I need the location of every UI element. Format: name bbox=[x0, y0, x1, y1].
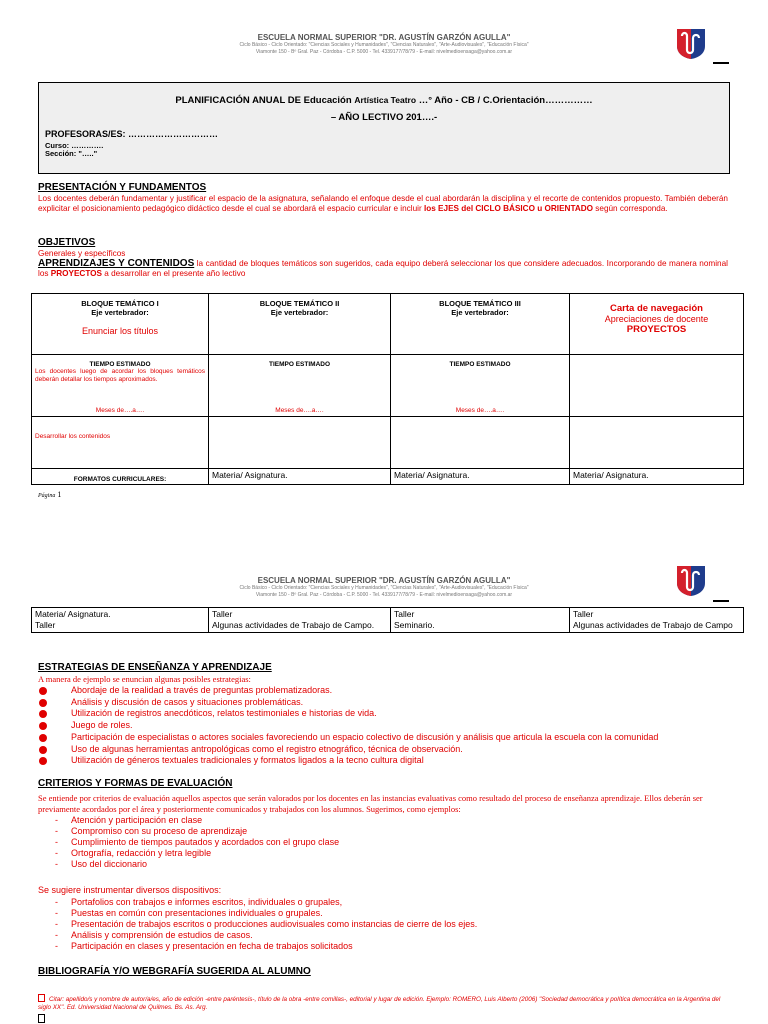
criterion-text: Ortografía, redacción y letra legible bbox=[71, 848, 212, 858]
bibliography-title: BIBLIOGRAFÍA Y/O WEBGRAFÍA SUGERIDA AL ALUMNO bbox=[38, 966, 311, 977]
list-item bbox=[38, 897, 728, 908]
criterion-text: Atención y participación en clase bbox=[71, 815, 203, 825]
devices-list bbox=[38, 897, 728, 952]
checkbox-icon bbox=[38, 994, 45, 1002]
format-col-4-a: Taller bbox=[573, 609, 594, 619]
strategy-text: Abordaje de la realidad a través de preguntas problematizadoras. bbox=[71, 685, 333, 695]
bullet-icon bbox=[39, 746, 47, 754]
list-item bbox=[38, 930, 728, 941]
format-col-3-a: Taller bbox=[394, 609, 415, 619]
curricular-formats: FORMATOS CURRICULARES: bbox=[32, 469, 209, 485]
page-footer bbox=[38, 490, 61, 499]
formats-table bbox=[31, 607, 744, 633]
format-col-1-b: Taller bbox=[35, 620, 56, 630]
bullet-icon bbox=[39, 722, 47, 730]
device-text: Puestas en común con presentaciones individuales o grupales. bbox=[71, 908, 323, 918]
time-label-2: TIEMPO ESTIMADO bbox=[268, 361, 331, 368]
school-cycles-2: Ciclo Básico - Ciclo Orientado: "Ciencias Sociales y Humanidades", "Ciencias Naturales", "Arte-Audiovisuales", "Educación Física" bbox=[239, 585, 529, 591]
presentation-text bbox=[38, 194, 728, 214]
bibliography-citation: Citar: apellido/s y nombre de autor/a/es, año de edición -entre paréntesis-, título de la obra -entre comillas-, editorial y lugar de edición. Ejemplo: ROMERO, Luis Alberto (2006) "Sociedad democrática y política democrática en la Argentina del siglo XX". Ed. Universidad Nacional de Quilmes. Bs. As. Arg. bbox=[38, 996, 721, 1011]
bullet-icon bbox=[39, 687, 47, 695]
block-3-cell bbox=[391, 294, 570, 355]
format-col-4 bbox=[570, 608, 744, 633]
school-name-2: ESCUELA NORMAL SUPERIOR "DR. AGUSTÍN GARZÓN AGULLA" bbox=[257, 576, 511, 585]
table-row bbox=[32, 608, 744, 633]
bullet-icon bbox=[39, 757, 47, 765]
bullet-icon bbox=[39, 699, 47, 707]
format-col-2-a: Taller bbox=[212, 609, 233, 619]
format-cell-4: Materia/ Asignatura. bbox=[570, 469, 744, 485]
header-rule bbox=[713, 62, 729, 64]
format-cell-2: Materia/ Asignatura. bbox=[209, 469, 391, 485]
list-item bbox=[38, 941, 728, 952]
list-item bbox=[38, 755, 738, 767]
block-1-enunciate: Enunciar los títulos bbox=[81, 326, 159, 336]
dash-icon: - bbox=[55, 930, 58, 940]
strategy-text: Análisis y discusión de casos y situaciones problemáticas. bbox=[71, 696, 304, 707]
device-text: Portafolios con trabajos e informes escritos, individuales o grupales, bbox=[71, 897, 343, 907]
school-address: Viamonte 150 - Bº Gral. Paz - Córdoba - C.P. 5000 - Tel. 4339177/78/79 - E-mail: nivelmedioensaga@yahoo.com.ar bbox=[255, 49, 513, 55]
time-label-1: TIEMPO ESTIMADO bbox=[89, 361, 151, 368]
content-cell-3 bbox=[391, 417, 570, 469]
objectives-title: OBJETIVOS bbox=[38, 237, 96, 248]
devices-intro: Se sugiere instrumentar diversos dispositivos: bbox=[38, 885, 222, 895]
page-number: 1 bbox=[57, 490, 62, 499]
format-col-3-b: Seminario. bbox=[394, 620, 435, 630]
planning-header-box bbox=[38, 82, 730, 174]
strategy-text: Participación de especialistas o actores sociales favoreciendo un espacio colectivo de discusión y análisis que articula la escuela con la comunidad bbox=[71, 731, 659, 742]
teacher-appreciations: Apreciaciones de docente bbox=[604, 314, 709, 324]
bibliography-note bbox=[38, 994, 728, 1012]
time-cell-2 bbox=[209, 355, 391, 417]
dash-icon: - bbox=[55, 826, 58, 836]
header-rule-2 bbox=[713, 600, 729, 602]
strategy-text: Utilización de géneros textuales tradicionales y formatos ligados a la tecno cultura digital bbox=[71, 755, 424, 766]
planning-year-orientation: …° Año - CB / C.Orientación…………… bbox=[418, 95, 593, 106]
device-text: Presentación de trabajos escritos o producciones audiovisuales como instancias de cierre de los ejes. bbox=[71, 919, 478, 929]
block-2-cell bbox=[209, 294, 391, 355]
learning-text bbox=[38, 259, 728, 279]
bullet-icon bbox=[39, 734, 47, 742]
months-1: Meses de….a…. bbox=[95, 407, 145, 414]
presentation-title: PRESENTACIÓN Y FUNDAMENTOS bbox=[38, 182, 207, 193]
list-item bbox=[38, 685, 738, 697]
strategies-title: ESTRATEGIAS DE ENSEÑANZA Y APRENDIZAJE bbox=[38, 662, 272, 673]
dash-icon: - bbox=[55, 859, 58, 869]
dash-icon: - bbox=[55, 919, 58, 929]
presentation-text-end: según corresponda. bbox=[593, 204, 668, 213]
device-text: Participación en clases y presentación en fecha de trabajos solicitados bbox=[71, 941, 353, 951]
school-logo bbox=[676, 28, 706, 60]
dash-icon: - bbox=[55, 848, 58, 858]
school-cycles: Ciclo Básico - Ciclo Orientado: "Ciencias Sociales y Humanidades", "Ciencias Naturales", "Arte-Audiovisuales", "Educación Física" bbox=[239, 42, 529, 48]
learning-projects: PROYECTOS bbox=[50, 269, 103, 278]
strategy-text: Utilización de registros anecdóticos, relatos testimoniales e historias de vida. bbox=[71, 708, 377, 719]
school-logo-2 bbox=[676, 565, 706, 597]
list-item bbox=[38, 837, 728, 848]
list-item bbox=[38, 826, 728, 837]
dash-icon: - bbox=[55, 908, 58, 918]
strategy-text: Juego de roles. bbox=[71, 720, 133, 731]
criterion-text: Cumplimiento de tiempos pautados y acordados con el grupo clase bbox=[71, 837, 340, 847]
block-1-title: BLOQUE TEMÁTICO I bbox=[81, 299, 159, 308]
navigation-card-title: Carta de navegación bbox=[610, 303, 703, 314]
develop-contents: Desarrollar los contenidos bbox=[32, 417, 209, 469]
table-row bbox=[32, 469, 744, 485]
format-col-1 bbox=[32, 608, 209, 633]
strategy-text: Uso de algunas herramientas antropológicas como el registro etnográfico, técnica de observación. bbox=[71, 743, 463, 754]
device-text: Análisis y comprensión de estudios de casos. bbox=[71, 930, 253, 940]
dash-icon: - bbox=[55, 897, 58, 907]
school-address-2: Viamonte 150 - Bº Gral. Paz - Córdoba - C.P. 5000 - Tel. 4339177/78/79 - E-mail: nivelmedioensaga@yahoo.com.ar bbox=[255, 592, 513, 598]
time-note: Los docentes luego de acordar los bloques temáticos deberán detallar los tiempos aproximados. bbox=[35, 368, 205, 383]
time-cell-4 bbox=[570, 355, 744, 417]
list-item bbox=[38, 697, 738, 709]
navigation-card-cell bbox=[570, 294, 744, 355]
format-col-4-b: Algunas actividades de Trabajo de Campo bbox=[573, 620, 733, 630]
objectives-sub: Generales y específicos bbox=[38, 249, 126, 258]
presentation-text-main: Los docentes deberán fundamentar y justificar el espacio de la asignatura, señalando el enfoque desde el cual abordarán la disciplina y el recorte de contenidos propuesto. También deberán explicitar el posicionamiento pedagógico didáctico desde el cual se abordará el espacio curricular e incluir bbox=[38, 194, 728, 213]
table-row bbox=[32, 355, 744, 417]
page-label: Página bbox=[38, 493, 56, 499]
dash-icon: - bbox=[55, 815, 58, 825]
checkbox-icon bbox=[38, 1014, 45, 1023]
course-field: Curso: …………. bbox=[45, 141, 104, 150]
criterion-text: Uso del diccionario bbox=[71, 859, 148, 869]
school-year: – AÑO LECTIVO 201….- bbox=[330, 112, 438, 123]
section-field: Sección: "….." bbox=[45, 149, 98, 158]
blocks-table bbox=[31, 293, 744, 485]
strategies-intro: A manera de ejemplo se enuncian algunas posibles estrategias: bbox=[38, 674, 251, 684]
presentation-axes: los EJES del CICLO BÁSICO u ORIENTADO bbox=[423, 204, 594, 213]
table-row bbox=[32, 417, 744, 469]
criteria-intro: Se entiende por criterios de evaluación aquellos aspectos que serán valorados por los docentes en las instancias evaluativas como resultado del proceso de enseñanza aprendizaje. Ellos deberán ser previamente acordados por el área y posteriormente comunicados y trabajados con los alumnos. Sugerimos, como ejemplos: bbox=[38, 793, 703, 814]
strategies-list bbox=[38, 685, 738, 767]
list-item bbox=[38, 919, 728, 930]
block-1-cell bbox=[32, 294, 209, 355]
criteria-title: CRITERIOS Y FORMAS DE EVALUACIÓN bbox=[38, 778, 233, 789]
projects-label: PROYECTOS bbox=[626, 324, 687, 335]
months-2: Meses de….a…. bbox=[275, 407, 324, 414]
list-item bbox=[38, 732, 738, 744]
format-col-2 bbox=[209, 608, 391, 633]
format-col-1-a: Materia/ Asignatura. bbox=[35, 609, 111, 619]
teachers-field: PROFESORAS/ES: ………………………… bbox=[45, 129, 219, 139]
format-col-2-b: Algunas actividades de Trabajo de Campo. bbox=[212, 620, 375, 630]
content-cell-4 bbox=[570, 417, 744, 469]
planning-title-main: PLANIFICACIÓN ANUAL DE Educación bbox=[175, 95, 352, 106]
list-item bbox=[38, 908, 728, 919]
list-item bbox=[38, 708, 738, 720]
learning-text-main: la cantidad de bloques temáticos son sugeridos, cada equipo deberá seleccionar los que considere adecuados. Incorporando de manera nominal los bbox=[38, 259, 728, 278]
criterion-text: Compromiso con su proceso de aprendizaje bbox=[71, 826, 248, 836]
learning-title: APRENDIZAJES Y CONTENIDOS bbox=[38, 258, 195, 269]
block-2-axis: Eje vertebrador: bbox=[270, 308, 329, 317]
list-item bbox=[38, 859, 728, 870]
time-cell-3 bbox=[391, 355, 570, 417]
list-item bbox=[38, 720, 738, 732]
content-cell-2 bbox=[209, 417, 391, 469]
list-item bbox=[38, 744, 738, 756]
bullet-icon bbox=[39, 710, 47, 718]
time-label-3: TIEMPO ESTIMADO bbox=[449, 361, 511, 368]
planning-title bbox=[39, 95, 729, 106]
dash-icon: - bbox=[55, 837, 58, 847]
dash-icon: - bbox=[55, 941, 58, 951]
list-item bbox=[38, 848, 728, 859]
format-cell-3: Materia/ Asignatura. bbox=[391, 469, 570, 485]
format-col-3 bbox=[391, 608, 570, 633]
planning-subject: Artística Teatro bbox=[354, 95, 417, 105]
block-1-axis: Eje vertebrador: bbox=[91, 308, 149, 317]
block-2-title: BLOQUE TEMÁTICO II bbox=[259, 299, 340, 308]
learning-text-end: a desarrollar en el presente año lectivo bbox=[102, 269, 246, 278]
table-row bbox=[32, 294, 744, 355]
block-3-axis: Eje vertebrador: bbox=[451, 308, 509, 317]
criteria-list bbox=[38, 815, 728, 870]
months-3: Meses de….a…. bbox=[455, 407, 505, 414]
time-cell-1 bbox=[32, 355, 209, 417]
block-3-title: BLOQUE TEMÁTICO III bbox=[439, 299, 521, 308]
school-name: ESCUELA NORMAL SUPERIOR "DR. AGUSTÍN GARZÓN AGULLA" bbox=[257, 33, 511, 42]
list-item bbox=[38, 815, 728, 826]
